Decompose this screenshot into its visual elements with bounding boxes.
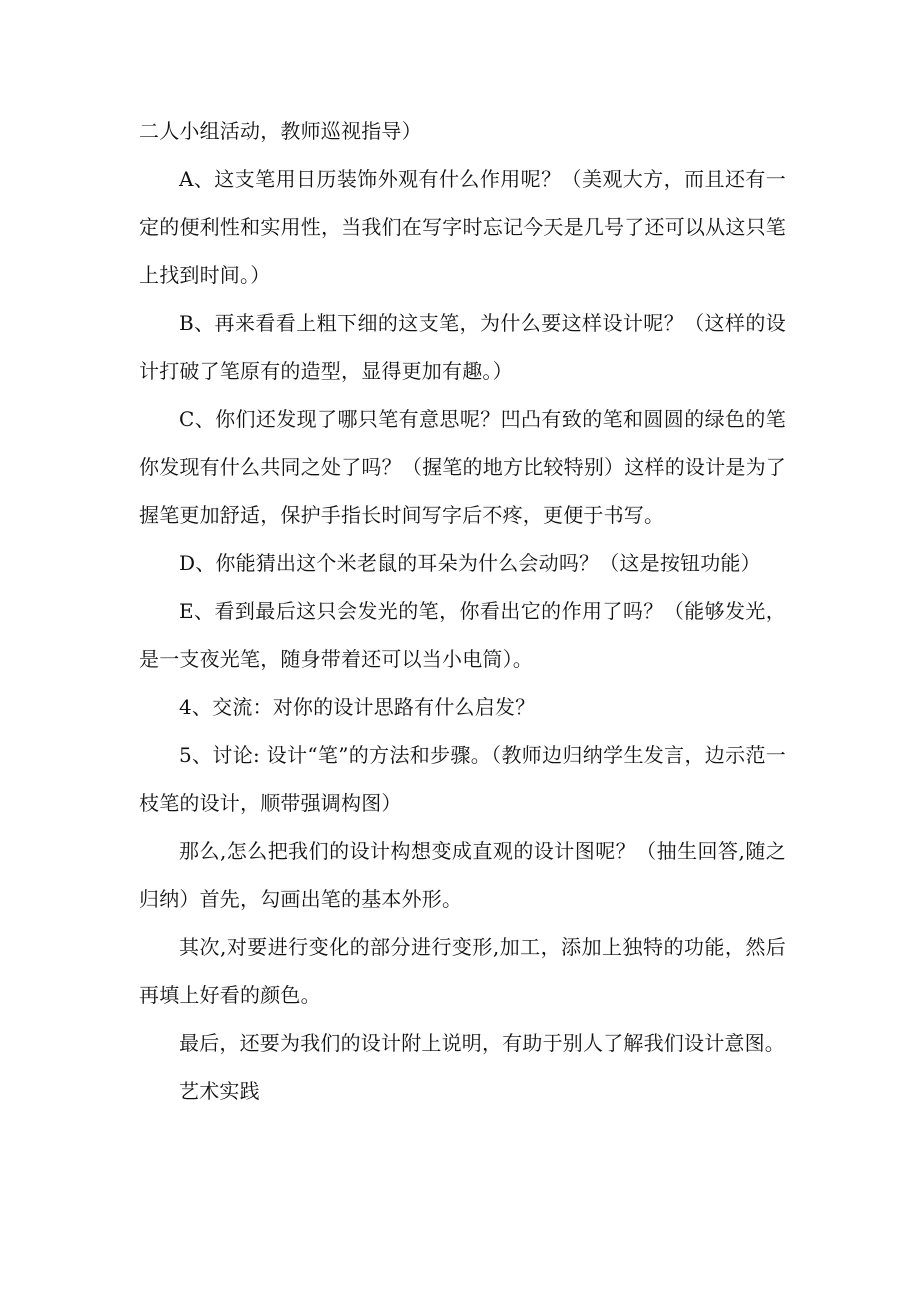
paragraph-final-step: 最后，还要为我们的设计附上说明，有助于别人了解我们设计意图。 [179,1031,785,1055]
paragraph-step-5: 5、讨论: 设计“笔”的方法和步骤。（教师边归纳学生发言，边示范一枝笔的设计，顺带强调构图） [139,743,786,815]
paragraph-b: B、再来看看上粗下细的这支笔，为什么要这样设计呢？（这样的设计打破了笔原有的造型，显得更加有趣。） [139,311,786,383]
paragraph-second-step: 其次,对要进行变化的部分进行变形,加工，添加上独特的功能，然后再填上好看的颜色。 [139,935,786,1007]
paragraph-design-question: 那么,怎么把我们的设计构想变成直观的设计图呢？（抽生回答,随之归纳）首先，勾画出笔的基本外形。 [139,839,786,911]
section-heading-art-practice: 艺术实践 [179,1079,260,1103]
paragraph-intro: 二人小组活动，教师巡视指导） [139,119,422,143]
paragraph-e: E、看到最后这只会发光的笔，你看出它的作用了吗？（能够发光，是一支夜光笔，随身带着还可以当小电筒）。 [139,599,786,671]
paragraph-a: A、这支笔用日历装饰外观有什么作用呢？（美观大方，而且还有一定的便利性和实用性，当我们在写字时忘记今天是几号了还可以从这只笔上找到时间。） [139,167,786,287]
paragraph-step-4: 4、交流：对你的设计思路有什么启发？ [179,695,536,719]
paragraph-d: D、你能猜出这个米老鼠的耳朵为什么会动吗？（这是按钮功能） [179,551,761,575]
document-page [139,107,786,1115]
paragraph-c: C、你们还发现了哪只笔有意思呢？凹凸有致的笔和圆圆的绿色的笔你发现有什么共同之处了吗？（握笔的地方比较特别）这样的设计是为了握笔更加舒适，保护手指长时间写字后不疼，更便于书写。 [139,407,786,527]
